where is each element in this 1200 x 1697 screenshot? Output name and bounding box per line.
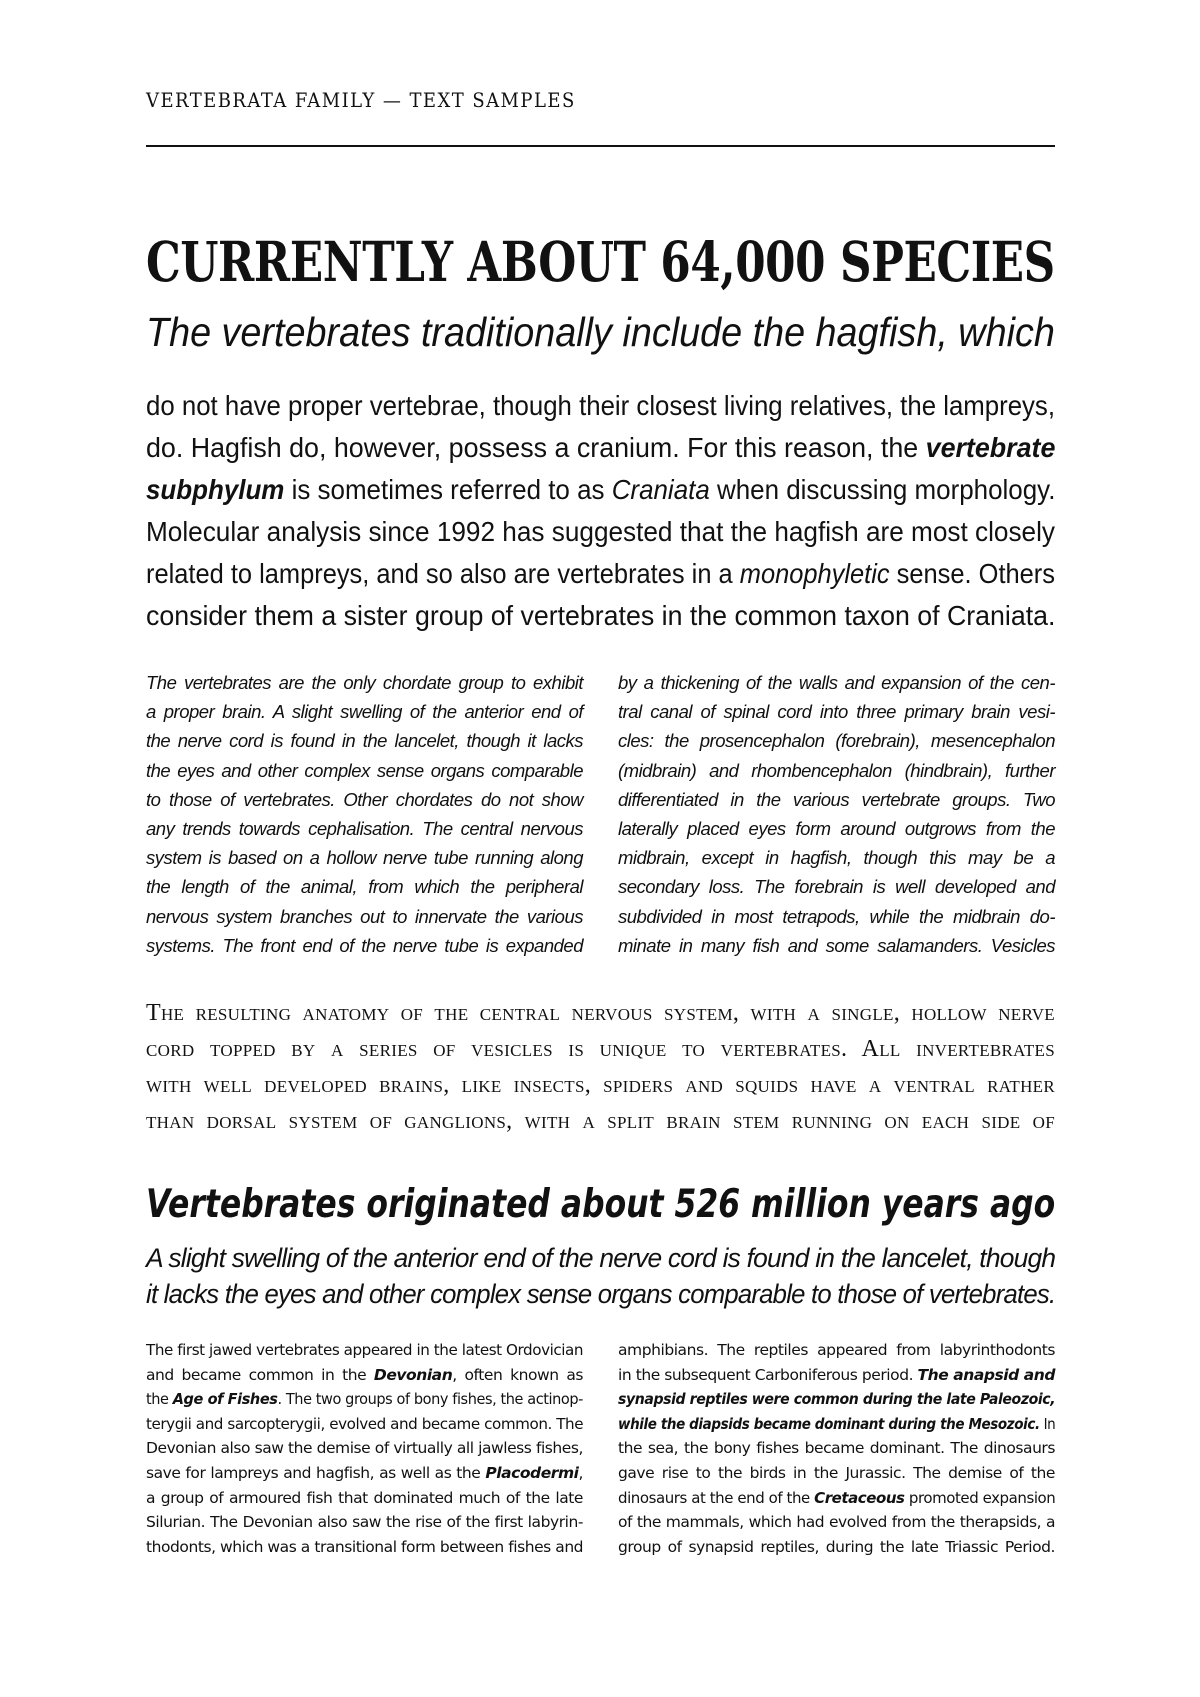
section-subheading-hagfish: The vertebrates traditionally include the hagfish, which — [146, 309, 1055, 355]
text-line — [618, 1436, 1055, 1461]
text-line: with well developed brains, like insects, spiders and squids have a ventral rather — [146, 1072, 1055, 1098]
text-line: the length of the animal, from which the peripheral — [146, 876, 583, 898]
text-run: related to lampreys, and so also are vertebrates in a — [146, 558, 740, 589]
emphasis-bold-italic: Age of Fishes — [172, 1390, 278, 1409]
text-line — [618, 1486, 1055, 1511]
text-line — [146, 553, 1055, 595]
text-run: terygii and sarcopterygii, evolved and became common. The — [146, 1414, 584, 1433]
text-line: by a thickening of the walls and expansion of the cen- — [618, 672, 1055, 693]
emphasis-bold-italic: subphylum — [146, 474, 285, 505]
text-line: nervous system branches out to innervate the various — [146, 905, 583, 927]
text-line: cord topped by a series of vesicles is unique to vertebrates. All invertebrates — [146, 1036, 1055, 1062]
text-line — [146, 595, 1055, 637]
emphasis-bold-italic: synapsid reptiles were common during the late Paleozoic, — [618, 1390, 1056, 1409]
emphasis-bold-italic: The anapsid and — [917, 1365, 1055, 1384]
text-line — [146, 1461, 583, 1486]
text-line — [146, 427, 1055, 469]
text-run: , often known as — [452, 1365, 583, 1384]
text-run: promoted expansion — [904, 1488, 1056, 1507]
text-run: The first jawed vertebrates appeared in the latest Ordovician — [146, 1341, 584, 1359]
text-line — [146, 511, 1055, 553]
italic-two-column-text — [146, 668, 1055, 960]
text-line — [618, 1387, 1055, 1412]
emphasis-bold-italic: Devonian — [373, 1365, 453, 1384]
text-run: save for lampreys and hagfish, as well as the — [146, 1463, 486, 1482]
text-run: Molecular analysis since 1992 has suggested that the hagfish are most closely — [146, 516, 1055, 547]
text-line: the nerve cord is found in the lancelet, though it lacks — [146, 730, 583, 752]
text-line — [146, 469, 1055, 511]
emphasis-bold-italic: Cretaceous — [814, 1488, 905, 1507]
text-line: subdivided in most tetrapods, while the midbrain do- — [618, 905, 1055, 927]
text-line — [618, 1461, 1055, 1486]
small-caps-paragraph — [146, 995, 1055, 1139]
emphasis-bold-italic: while the diapsids became dominant during the Mesozoic. — [618, 1414, 1040, 1433]
text-run: dinosaurs at the end of the — [618, 1488, 815, 1507]
section-subheading-lancelet — [146, 1240, 1055, 1312]
running-header: VERTEBRATA FAMILY — TEXT SAMPLES — [146, 88, 576, 112]
text-line: tral canal of spinal cord into three primary brain vesi- — [618, 701, 1055, 723]
text-line: midbrain, except in hagfish, though this may be a — [618, 847, 1055, 869]
italic-column-right — [618, 668, 1055, 960]
text-line: the eyes and other complex sense organs comparable — [146, 759, 583, 781]
text-run: when discussing morphology. — [709, 474, 1056, 505]
text-run: amphibians. The reptiles appeared from labyrinthodonts — [618, 1341, 1055, 1359]
text-line — [146, 1535, 583, 1560]
text-line: The vertebrates are the only chordate group to exhibit — [146, 672, 583, 693]
text-run: and became common in the — [146, 1365, 374, 1384]
text-line — [146, 1338, 583, 1363]
section-heading-origin: Vertebrates originated about 526 million years ago — [146, 1182, 1056, 1227]
lead-paragraph — [146, 385, 1055, 637]
text-run: thodonts, which was a transitional form between fishes and — [146, 1537, 584, 1556]
text-run: in the subsequent Carboniferous period. — [618, 1365, 918, 1384]
text-line: cles: the prosencephalon (forebrain), mesencephalon — [618, 730, 1055, 752]
text-run: Devonian also saw the demise of virtually all jawless fishes, — [146, 1439, 583, 1458]
text-run: group of synapsid reptiles, during the late Triassic Period. — [618, 1537, 1055, 1556]
text-run: of the mammals, which had evolved from the therapsids, a — [618, 1513, 1055, 1532]
text-line — [618, 1412, 1055, 1437]
body-column-right — [618, 1338, 1055, 1559]
text-run: Silurian. The Devonian also saw the rise of the first labyrin- — [146, 1513, 583, 1532]
text-run: a group of armoured fish that dominated much of the late — [146, 1488, 583, 1507]
text-run: , — [578, 1463, 583, 1482]
text-line — [618, 1363, 1055, 1388]
text-line: systems. The front end of the nerve tube is expanded — [146, 934, 583, 956]
text-run: do. Hagfish do, however, possess a cranium. For this reason, the — [146, 432, 926, 463]
text-line: it lacks the eyes and other complex sense organs comparable to those of vertebrates. — [146, 1279, 1056, 1309]
text-run: the — [146, 1390, 173, 1409]
text-run: In — [1039, 1414, 1056, 1433]
text-line — [146, 1436, 583, 1461]
body-two-column-text — [146, 1338, 1055, 1559]
text-run: consider them a sister group of vertebrates in the common taxon of Craniata. — [146, 600, 1056, 631]
emphasis-italic: monophyletic — [739, 558, 890, 589]
italic-column-left — [146, 668, 583, 960]
text-line: The resulting anatomy of the central nervous system, with a single, hollow nerve — [146, 1000, 1055, 1026]
emphasis-bold-italic: vertebrate — [925, 432, 1056, 463]
section-heading-species: CURRENTLY ABOUT 64,000 SPECIES — [146, 229, 1055, 294]
text-line: differentiated in the various vertebrate groups. Two — [618, 788, 1055, 810]
text-line: system is based on a hollow nerve tube running along — [146, 847, 583, 869]
body-column-left — [146, 1338, 583, 1559]
header-rule — [146, 145, 1055, 147]
text-run: . The two groups of bony fishes, the actinop- — [277, 1390, 583, 1409]
text-line — [146, 1486, 583, 1511]
text-line — [146, 1412, 583, 1437]
text-line — [146, 1363, 583, 1388]
text-line — [618, 1535, 1055, 1560]
text-line — [146, 385, 1055, 427]
text-line: (midbrain) and rhombencephalon (hindbrain), further — [618, 759, 1055, 781]
text-line: secondary loss. The forebrain is well developed and — [618, 876, 1055, 898]
text-run: gave rise to the birds in the Jurassic. The demise of the — [618, 1463, 1055, 1482]
text-line: laterally placed eyes form around outgrows from the — [618, 818, 1055, 840]
text-line: A slight swelling of the anterior end of the nerve cord is found in the lancelet, though — [146, 1243, 1056, 1273]
text-run: the sea, the bony fishes became dominant. The dinosaurs — [618, 1439, 1055, 1458]
text-line — [618, 1510, 1055, 1535]
text-run: is sometimes referred to as — [284, 474, 612, 505]
text-line — [146, 1510, 583, 1535]
text-line: a proper brain. A slight swelling of the anterior end of — [146, 701, 583, 723]
text-line: minate in many fish and some salamanders. Vesicles — [618, 934, 1055, 956]
text-line: any trends towards cephalisation. The central nervous — [146, 818, 583, 840]
text-run: do not have proper vertebrae, though their closest living relatives, the lampreys, — [146, 390, 1055, 421]
text-line: than dorsal system of ganglions, with a split brain stem running on each side of — [146, 1108, 1055, 1134]
text-run: sense. Others — [889, 558, 1055, 589]
text-line — [618, 1338, 1055, 1363]
text-line — [146, 1387, 583, 1412]
emphasis-italic: Craniata — [611, 474, 710, 505]
text-line: to those of vertebrates. Other chordates do not show — [146, 788, 583, 810]
emphasis-bold-italic: Placodermi — [485, 1463, 579, 1482]
